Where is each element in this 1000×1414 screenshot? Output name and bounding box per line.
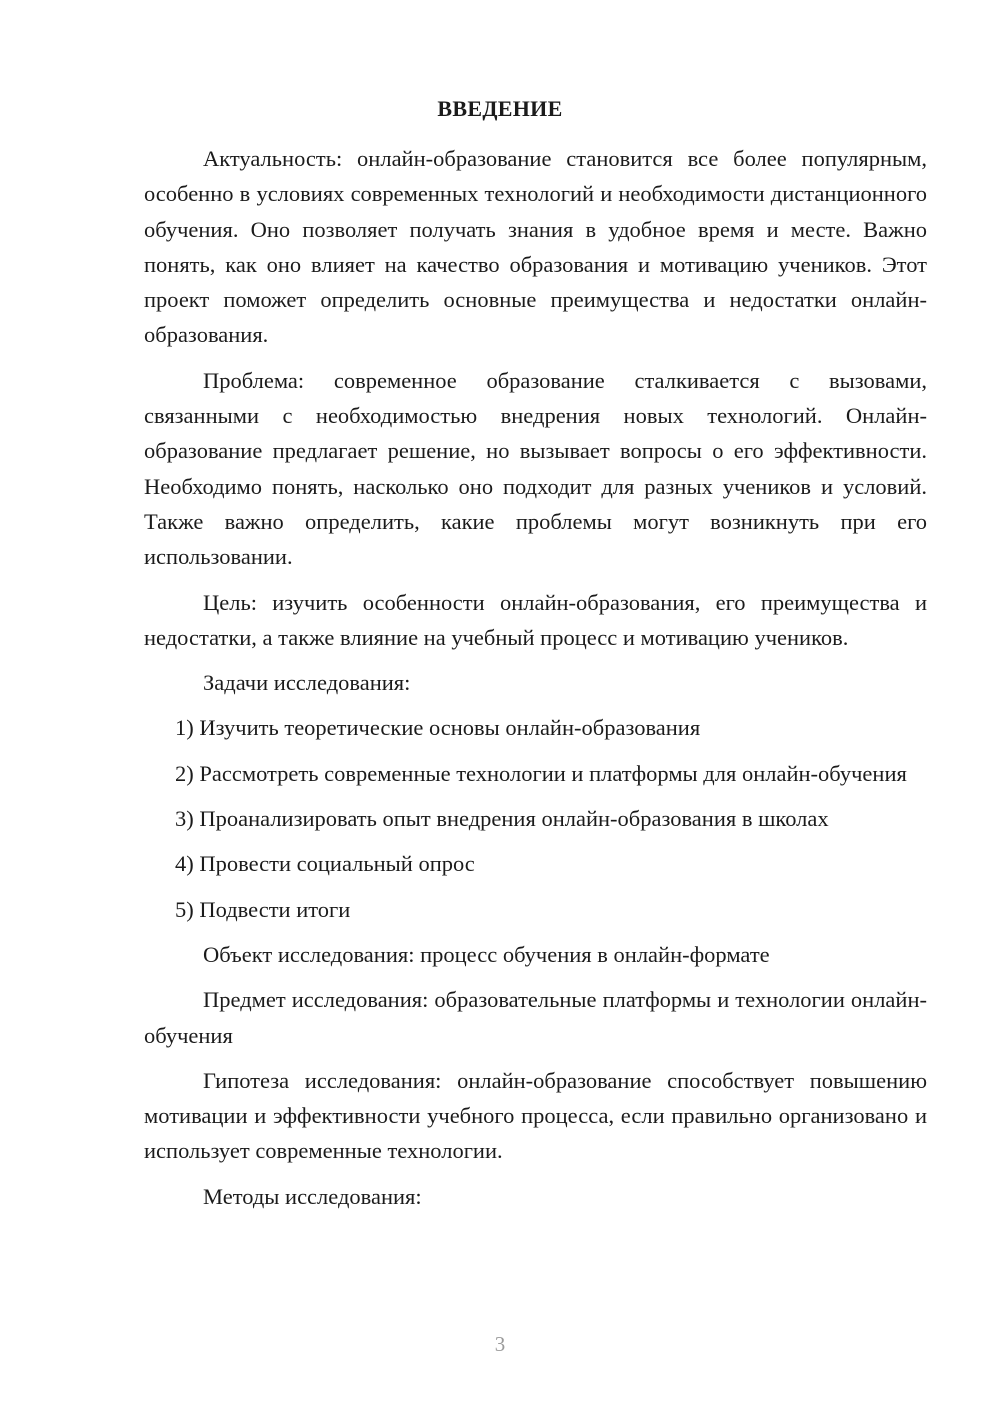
task-item-2: 2) Рассмотреть современные технологии и платформы для онлайн-обучения bbox=[175, 760, 907, 786]
paragraph-goal: Цель: изучить особенности онлайн-образования, его преимущества и недостатки, а также влияние на учебный процесс и мотивацию учеников. bbox=[144, 589, 927, 650]
task-item-3: 3) Проанализировать опыт внедрения онлайн-образования в школах bbox=[175, 806, 829, 832]
task-item-5: 5) Подвести итоги bbox=[175, 896, 351, 922]
paragraph-methods: Методы исследования: bbox=[203, 1183, 422, 1209]
paragraph-relevance: Актуальность: онлайн-образование становится все более популярным, особенно в условиях современных технологий и необходимости дистанционного обучения. Оно позволяет получать знания в удобное время и месте. Важно понять, как оно влияет на качество образования и мотивацию учеников. Этот проект поможет определить основные преимущества и недостатки онлайн-образования. bbox=[144, 146, 927, 348]
document-body bbox=[144, 141, 927, 1224]
section-heading: ВВЕДЕНИЕ bbox=[437, 96, 563, 121]
task-item-1: 1) Изучить теоретические основы онлайн-образования bbox=[175, 715, 701, 741]
task-item-4: 4) Провести социальный опрос bbox=[175, 851, 475, 877]
paragraph-tasks-title: Задачи исследования: bbox=[203, 670, 411, 696]
page-number: 3 bbox=[494, 1332, 506, 1356]
paragraph-subject: Предмет исследования: образовательные платформы и технологии онлайн-обучения bbox=[144, 987, 927, 1048]
paragraph-hypothesis: Гипотеза исследования: онлайн-образование способствует повышению мотивации и эффективности учебного процесса, если правильно организовано и использует современные технологии. bbox=[144, 1067, 927, 1164]
paragraph-problem: Проблема: современное образование сталкивается с вызовами, связанными с необходимостью внедрения новых технологий. Онлайн-образование предлагает решение, но вызывает вопросы о его эффективности. Необходимо понять, насколько оно подходит для разных учеников и условий. Также важно определить, какие проблемы могут возникнуть при его использовании. bbox=[144, 367, 927, 570]
paragraph-object: Объект исследования: процесс обучения в онлайн-формате bbox=[203, 941, 770, 967]
